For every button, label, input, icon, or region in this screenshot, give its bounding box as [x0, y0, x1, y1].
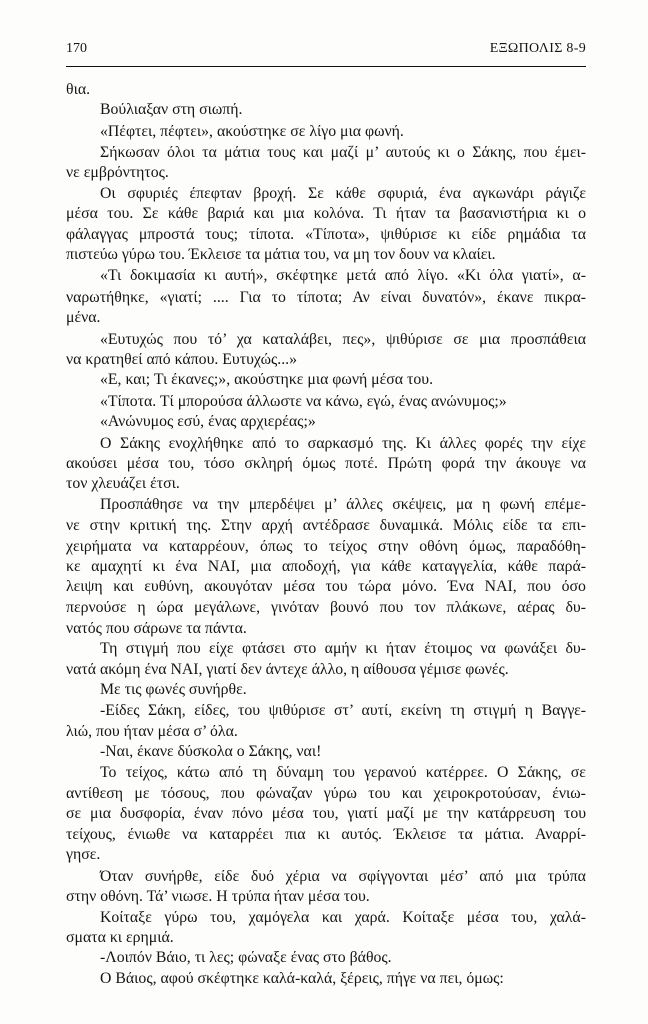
- text-line: Κοίταξε γύρω του, χαμόγελα και χαρά. Κοίταξε μέσα του, χαλά-: [100, 909, 586, 926]
- text-line: -Είδες Σάκη, είδες, του ψιθύρισε στ’ αυτί, εκείνη τη στιγμή η Βαγγε-: [100, 702, 587, 719]
- running-head: ΕΞΩΠΟΛΙΣ 8-9: [489, 41, 586, 56]
- text-line: Με τις φωνές συνήρθε.: [100, 681, 247, 698]
- text-line: Σήκωσαν όλοι τα μάτια τους και μαζί μ’ αυτούς κι ο Σάκης, που έμει-: [100, 144, 587, 161]
- text-line: σματα κι ερημιά.: [66, 929, 174, 946]
- text-line: νε εμβρόντητος.: [66, 164, 169, 181]
- text-line: «Ανώνυμος εσύ, ένας αρχιερέας;»: [100, 413, 316, 430]
- text-line: να κρατηθεί από κάπου. Ευτυχώς...»: [66, 351, 297, 368]
- text-line: «Τίποτα. Τί μπορούσα άλλωστε να κάνω, εγώ, ένας ανώνυμος;»: [100, 393, 507, 410]
- text-line: τον χλευάζει έτσι.: [66, 475, 180, 492]
- text-line: θια.: [66, 81, 91, 98]
- text-line: «Ε, και; Τι έκανες;», ακούστηκε μια φωνή μέσα του.: [100, 371, 434, 388]
- text-line: ακούσει μέσα του, τόσο σκληρή όμως ποτέ. Πρώτη φορά την άκουγε να: [66, 455, 586, 472]
- text-line: -Λοιπόν Βάιο, τι λες; φώναξε ένας στο βάθος.: [100, 949, 392, 966]
- text-line: Προσπάθησε να την μπερδέψει μ’ άλλες σκέψεις, μα η φωνή επέμε-: [100, 496, 586, 513]
- page-header: [66, 41, 586, 63]
- text-line: σε μια δυσφορία, έναν πόνο μέσα του, γιατί μαζί με την κατάρρευση του: [66, 805, 587, 822]
- text-line: νατός που σάρωνε τα πάντα.: [66, 620, 247, 637]
- text-line: χειρήματα να καταρρέουν, όπως το τείχος στην οθόνη όμως, παραδόθη-: [66, 538, 586, 555]
- text-line: Τη στιγμή που είχε φτάσει στο αμήν κι ήταν έτοιμος να φωνάξει δυ-: [100, 640, 587, 657]
- page-number: 170: [66, 41, 87, 56]
- text-line: Βούλιαξαν στη σιωπή.: [100, 101, 243, 118]
- text-line: Το τείχος, κάτω από τη δύναμη του γερανού κατέρρεε. Ο Σάκης, σε: [100, 764, 586, 781]
- text-line: περνούσε η ώρα μεγάλωνε, γινόταν βουνό που τον πλάκωνε, αέρας δυ-: [66, 599, 586, 616]
- text-line: λιώ, που ήταν μέσα σ’ όλα.: [66, 723, 238, 740]
- text-line: Ο Βάιος, αφού σκέφτηκε καλά-καλά, ξέρεις, πήγε να πει, όμως:: [100, 970, 504, 987]
- text-line: φάλαγγας μπροστά τους; τίποτα. «Τίποτα», ψιθύρισε κι είδε ρημάδια τα: [66, 226, 586, 243]
- text-line: αντίθεση με τόσους, που φώναζαν γύρω του και χειροκροτούσαν, ένιω-: [66, 785, 586, 802]
- text-line: γησε.: [66, 846, 101, 863]
- text-line: μένα.: [66, 309, 101, 326]
- text-line: «Πέφτει, πέφτει», ακούστηκε σε λίγο μια φωνή.: [100, 123, 404, 140]
- text-line: μέσα του. Σε κάθε βαριά και μια κολόνα. Τι ήταν τα βασανιστήρια κι ο: [66, 205, 587, 222]
- text-line: «Ευτυχώς που τό’ χα καταλάβει, πες», ψιθύρισε σε μια προσπάθεια: [100, 331, 587, 348]
- text-line: νατά ακόμη ένα ΝΑΙ, γιατί δεν άντεχε άλλο, η αίθουσα γέμισε φωνές.: [66, 661, 509, 678]
- text-line: στην οθόνη. Τά’ νιωσε. Η τρύπα ήταν μέσα του.: [66, 888, 370, 905]
- text-line: Ο Σάκης ενοχλήθηκε από το σαρκασμό της. Κι άλλες φορές την είχε: [100, 435, 587, 452]
- text-line: πιστεύω γύρω του. Έκλεισε τα μάτια του, να μη τον δουν να κλαίει.: [66, 246, 496, 263]
- text-line: λειψη και ευθύνη, ακουγόταν μέσα του τώρα μόνο. Ένα ΝΑΙ, που όσο: [66, 578, 586, 595]
- text-line: -Ναι, έκανε δύσκολα ο Σάκης, ναι!: [100, 743, 322, 760]
- text-line: Οι σφυριές έπεφταν βροχή. Σε κάθε σφυριά, ένα αγκωνάρι ράγιζε: [100, 185, 586, 202]
- text-line: τείχους, ένιωθε να καταρρέει πια κι αυτός. Έκλεισε τα μάτια. Αναρρί-: [66, 826, 586, 843]
- text-line: νε στην κριτική της. Στην αρχή αντέδρασε δυναμικά. Μόλις είδε τα επι-: [66, 517, 586, 534]
- header-rule: [66, 66, 586, 67]
- text-line: «Τι δοκιμασία κι αυτή», σκέφτηκε μετά από λίγο. «Κι όλα γιατί», α-: [100, 267, 586, 284]
- text-line: Όταν συνήρθε, είδε δυό χέρια να σφίγγονται μέσ’ από μια τρύπα: [100, 868, 586, 885]
- text-line: ναρωτήθηκε, «γιατί; .... Για το τίποτα; Αν είναι δυνατόν», έκανε πικρα-: [66, 289, 586, 306]
- text-line: κε αμαχητί κι ένα ΝΑΙ, μια αποδοχή, για κάθε καταγγελία, κάθε παρά-: [66, 558, 587, 575]
